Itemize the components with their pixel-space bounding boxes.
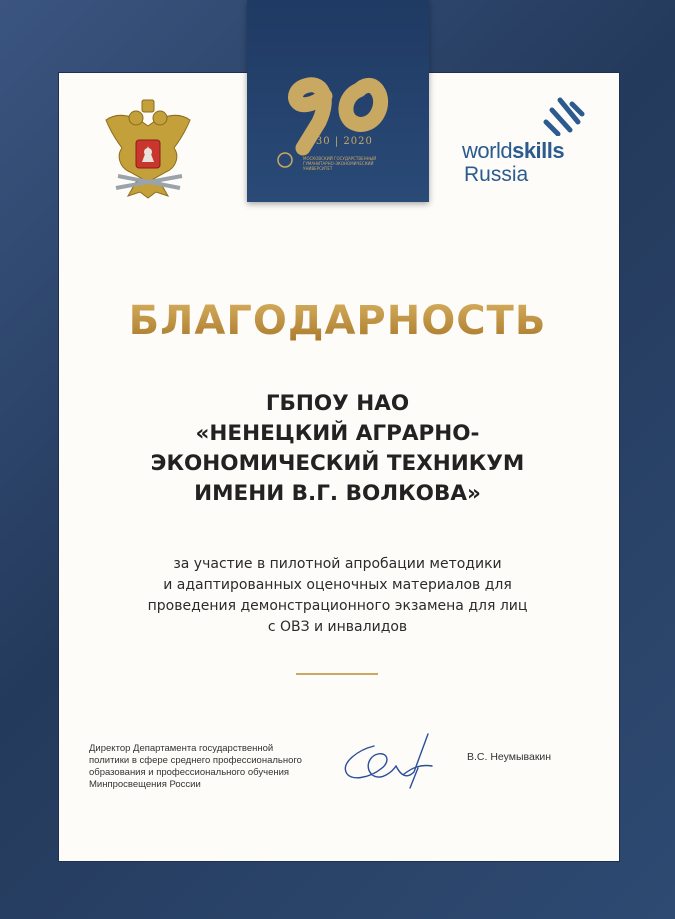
anniversary-ribbon	[247, 0, 429, 202]
worldskills-logo	[462, 96, 592, 196]
certificate-description	[0, 554, 675, 638]
organization-line: ГБПОУ НАО	[265, 391, 410, 416]
worldskills-word-world: world	[462, 138, 513, 163]
signer-position	[89, 743, 329, 791]
organization-line: «НЕНЕЦКИЙ АГРАРНО-	[195, 421, 480, 446]
signer-position-line: Минпросвещения России	[89, 779, 201, 790]
signer-position-line: политики в сфере среднего профессионального	[89, 755, 302, 766]
description-line: с ОВЗ и инвалидов	[267, 619, 408, 635]
signer-position-line: Директор Департамента государственной	[89, 743, 274, 754]
worldskills-wordmark	[462, 140, 564, 162]
anniversary-90-icon	[247, 0, 429, 202]
anniversary-years: 1930 | 2020	[301, 136, 373, 147]
organization-name	[0, 389, 675, 509]
description-line: за участие в пилотной апробации методики	[173, 556, 502, 572]
signer-position-line: образования и профессионального обучения	[89, 767, 290, 778]
worldskills-country: Russia	[464, 163, 529, 186]
organization-line: ИМЕНИ В.Г. ВОЛКОВА»	[194, 481, 481, 506]
worldskills-word-skills: skills	[512, 138, 565, 163]
handwritten-signature-icon	[334, 728, 444, 792]
certificate-title: БЛАГОДАРНОСТЬ	[0, 298, 675, 344]
gold-divider	[296, 673, 378, 675]
russia-coat-of-arms-icon	[100, 96, 196, 200]
worldskills-mark-icon	[542, 96, 586, 136]
university-name: МОСКОВСКИЙ ГОСУДАРСТВЕННЫЙ ГУМАНИТАРНО-ЭКОНОМИЧЕСКИЙ УНИВЕРСИТЕТ	[303, 156, 377, 171]
organization-line: ЭКОНОМИЧЕСКИЙ ТЕХНИКУМ	[150, 451, 525, 476]
description-line: проведения демонстрационного экзамена для лиц	[147, 598, 528, 614]
signer-name: В.С. Неумывакин	[467, 751, 552, 763]
description-line: и адаптированных оценочных материалов для	[163, 577, 512, 593]
